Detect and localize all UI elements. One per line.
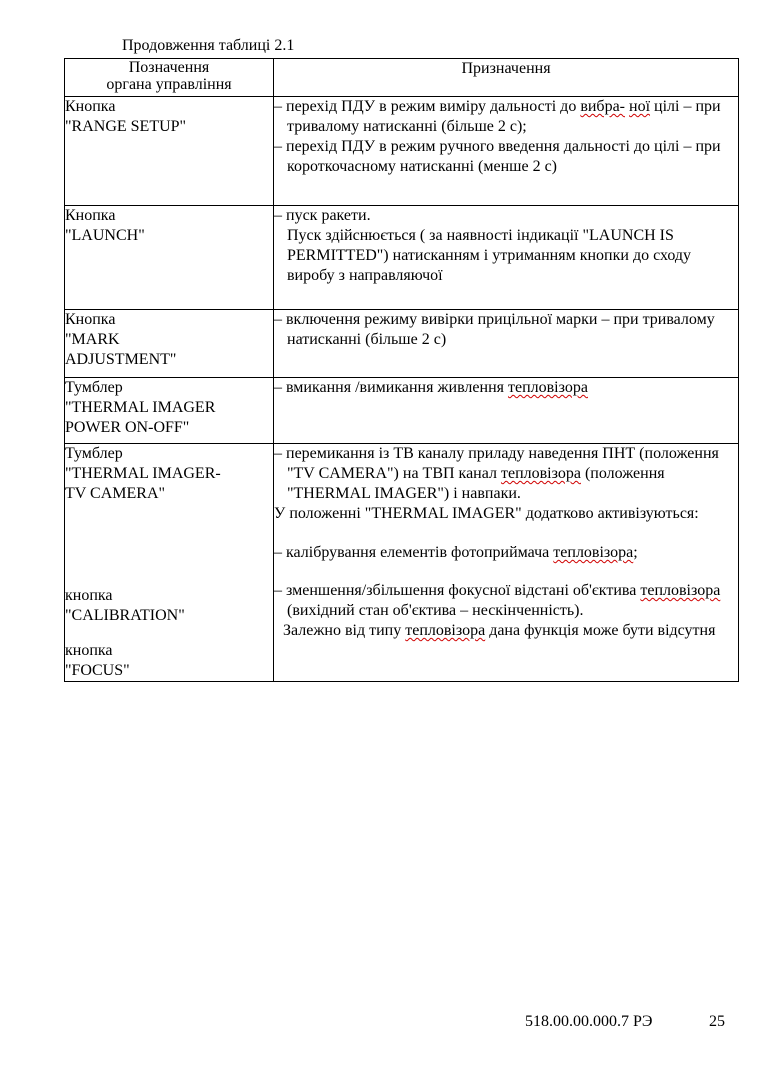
control-purpose: – вмикання /вимикання живлення тепловізора [274,378,739,444]
control-purpose: – включення режиму вивірки прицільної марки – при тривалому натисканні (більше 2 с) [274,310,739,378]
control-purpose: – перехід ПДУ в режим виміру дальності до вибра- ної цілі – при тривалому натисканні (більше 2 с); – перехід ПДУ в режим ручного введення дальності до цілі – при короткочасному натисканні (менше 2 с) [274,97,739,206]
control-name: Кнопка "LAUNCH" [65,206,274,310]
spellcheck-word: тепловізора [640,582,721,599]
spellcheck-word: тепловізора [507,379,588,396]
control-name: Тумблер "THERMAL IMAGER POWER ON-OFF" [65,378,274,444]
controls-table [64,58,739,682]
spellcheck-word: тепловізора [500,465,581,482]
table-row [65,97,739,206]
header-control-designation: Позначення органа управління [65,59,274,97]
table-header-row [65,59,739,97]
spellcheck-word: тепловізора [405,622,486,639]
table-caption: Продовження таблиці 2.1 [122,37,295,54]
control-name: Тумблер "THERMAL IMAGER- TV CAMERA" кнопка "CALIBRATION" кнопка "FOCUS" [65,444,274,682]
control-purpose: – перемикання із ТВ каналу приладу наведення ПНТ (положення "TV CAMERA") на ТВП канал тепловізора (положення "THERMAL IMAGER") і навпаки. У положенні "THERMAL IMAGER" додатково активізуються: – калібрування елементів фотоприймача тепловізора; – зменшення/збільшення фокусної відстані об'єктива тепловізора (вихідний стан об'єктива – нескінченність). Залежно від типу тепловізора дана функція може бути відсутня [274,444,739,682]
header-purpose: Призначення [274,59,739,97]
control-purpose: – пуск ракети. Пуск здійснюється ( за наявності індикації "LAUNCH IS PERMITTED") натисканням і утриманням кнопки до сходу виробу з направляючої [274,206,739,310]
spellcheck-word: вибра- [580,98,625,115]
control-name: Кнопка "RANGE SETUP" [65,97,274,206]
document-code: 518.00.00.000.7 РЭ [525,1013,653,1030]
table-row [65,310,739,378]
spellcheck-word: ної [629,98,651,115]
table-row [65,378,739,444]
page-number: 25 [709,1013,725,1030]
table-row [65,206,739,310]
spellcheck-word: тепловізора [553,544,634,561]
control-name: Кнопка "MARK ADJUSTMENT" [65,310,274,378]
table-row [65,444,739,682]
